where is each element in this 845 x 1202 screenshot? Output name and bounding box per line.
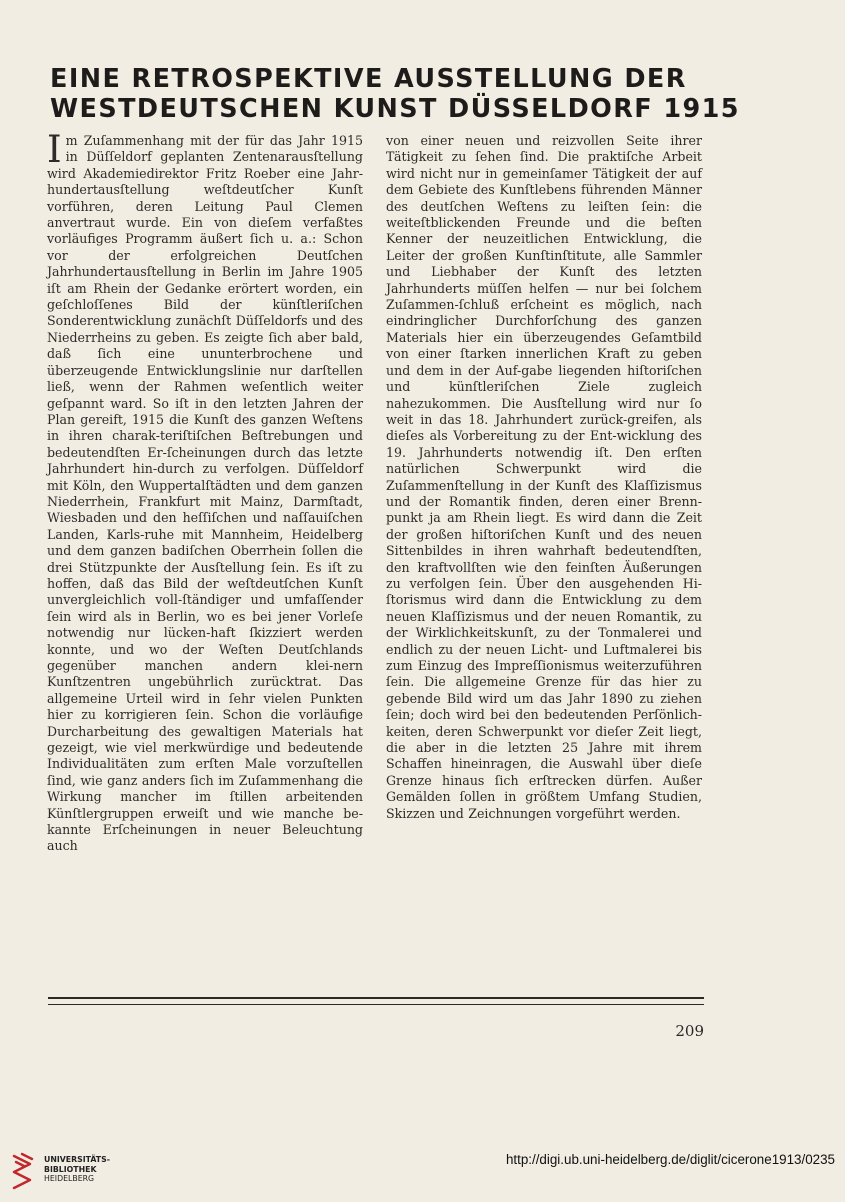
article-title-line-1: EINE RETROSPEKTIVE AUSSTELLUNG DER — [50, 64, 687, 94]
text-column-right — [386, 133, 702, 822]
library-name-line-3: HEIDELBERG — [44, 1174, 95, 1183]
source-url[interactable]: http://digi.ub.uni-heidelberg.de/diglit/cicerone1913/0235 — [505, 1152, 835, 1167]
right-column-text: von einer neuen und reizvollen Seite ihrer Tätigkeit zu ſehen ſind. Die praktiſche Arbeit wird nicht nur in gemeinſamer Tätigkeit der auf dem Gebiete des Kunſtlebens führenden Männer des deutſchen Weſtens zu leiſten ſein: die weiteſtblickenden Freunde und die beſten Kenner der neuzeitlichen Entwicklung, die Leiter der großen Kunſtinſtitute, alle Sammler und Liebhaber der Kunſt des letzten Jahrhunderts müſſen helfen — nur bei ſolchem Zuſammen-ſchluß erſcheint es möglich, nach eindringlicher Durchforſchung des ganzen Materials hier ein überzeugendes Geſamtbild von einer ſtarken innerlichen Kraft zu geben und dem in der Auf-gabe liegenden hiſtoriſchen und künſtleriſchen Ziele zugleich nahezukommen. Die Ausſtellung wird nur ſo weit in das 18. Jahrhundert zurück-greifen, als dieſes als Vorbereitung zu der Ent-wicklung des 19. Jahrhunderts notwendig iſt. Den erſten natürlichen Schwerpunkt wird die Zuſammenſtellung in der Kunſt des Klaſſizismus und der Romantik finden, deren einer Brenn-punkt ja am Rhein liegt. Es wird dann die Zeit der großen hiſtoriſchen Kunſt und des neuen Sittenbildes in ihren wahrhaft bedeutendſten, den kraftvollſten wie den feinſten Äußerungen zu verfolgen ſein. Über den ausgehenden Hi-ſtorismus wird dann die Entwicklung zu dem neuen Klaſſizismus und der neuen Romantik, zu der Wirklichkeitskunſt, zu der Tonmalerei und endlich zu der neuen Licht- und Luftmalerei bis zum Einzug des Impreſſionismus weiterzuführen ſein. Die allgemeine Grenze für das hier zu gebende Bild wird um das Jahr 1890 zu ziehen ſein; doch wird bei den bedeutenden Perſönlich-keiten, deren Schwerpunkt vor dieſer Zeit liegt, die aber in die letzten 25 Jahre mit ihrem Schaffen hineinragen, die Auswahl über dieſe Grenze hinaus ſich erſtrecken dürfen. Außer Gemälden ſollen in größtem Umfang Studien, Skizzen und Zeichnungen vorgeführt werden. — [386, 133, 702, 821]
drop-cap: I — [47, 128, 62, 171]
library-name-line-2: BIBLIOTHEK — [44, 1164, 97, 1174]
page-number: 209 — [675, 1022, 704, 1040]
university-library-heidelberg-logo-icon — [10, 1150, 36, 1192]
article-title-line-2: WESTDEUTSCHEN KUNST DÜSSELDORF 1915 — [50, 94, 740, 124]
article-title — [50, 64, 740, 124]
footer-rule-thin — [48, 1004, 704, 1005]
library-name-line-1: UNIVERSITÄTS- — [44, 1155, 110, 1164]
text-column-left — [47, 128, 363, 855]
left-column-text: m Zuſammenhang mit der für das Jahr 1915 in Düſſeldorf geplanten Zentenarausſtellung wird Akademiedirektor Fritz Roeber eine Jahr-hundertausſtellung weſtdeutſcher Kunſt vorführen, deren Leitung Paul Clemen anvertraut wurde. Ein von dieſem verfaßtes vorläufiges Programm äußert ſich u. a.: Schon vor der erfolgreichen Deutſchen Jahrhundertausſtellung in Berlin im Jahre 1905 iſt am Rhein der Gedanke erörtert worden, ein geſchloſſenes Bild der künſtleriſchen Sonderentwicklung zunächſt Düſſeldorfs und des Niederrheins zu geben. Es zeigte ſich aber bald, daß ſich eine ununterbrochene und überzeugende Entwicklungslinie nur darſtellen ließ, wenn der Rahmen weſentlich weiter geſpannt ward. So iſt in den letzten Jahren der Plan gereift, 1915 die Kunſt des ganzen Weſtens in ihren charak-teriſtiſchen Beſtrebungen und bedeutendſten Er-ſcheinungen durch das letzte Jahrhundert hin-durch zu verfolgen. Düſſeldorf mit Köln, den Wuppertalſtädten und dem ganzen Niederrhein, Frankfurt mit Mainz, Darmſtadt, Wiesbaden und den heſſiſchen und naſſauiſchen Landen, Karls-ruhe mit Mannheim, Heidelberg und dem ganzen badiſchen Oberrhein ſollen die drei Stützpunkte der Ausſtellung ſein. Es iſt zu hoffen, daß das Bild der weſtdeutſchen Kunſt unvergleichlich voll-ſtändiger und umfaſſender ſein wird als in Berlin, wo es bei jener Vorleſe notwendig nur lücken-haft ſkizziert werden konnte, und wo der Weſten Deutſchlands gegenüber manchen andern klei-nern Kunſtzentren ungebührlich zurücktrat. Das allgemeine Urteil wird in ſehr vielen Punkten hier zu korrigieren ſein. Schon die vorläufige Durcharbeitung des gewaltigen Materials hat gezeigt, wie viel merkwürdige und bedeutende Individualitäten zum erſten Male vorzuſtellen ſind, wie ganz anders ſich im Zuſammenhang die Wirkung mancher im ſtillen arbeitenden Künſtlergruppen erweiſt und wie manche be-kannte Erſcheinungen in neuer Beleuchtung auch — [47, 133, 363, 854]
left-column-paragraph — [47, 128, 363, 855]
library-name — [44, 1155, 110, 1184]
footer-rule-thick — [48, 997, 704, 999]
